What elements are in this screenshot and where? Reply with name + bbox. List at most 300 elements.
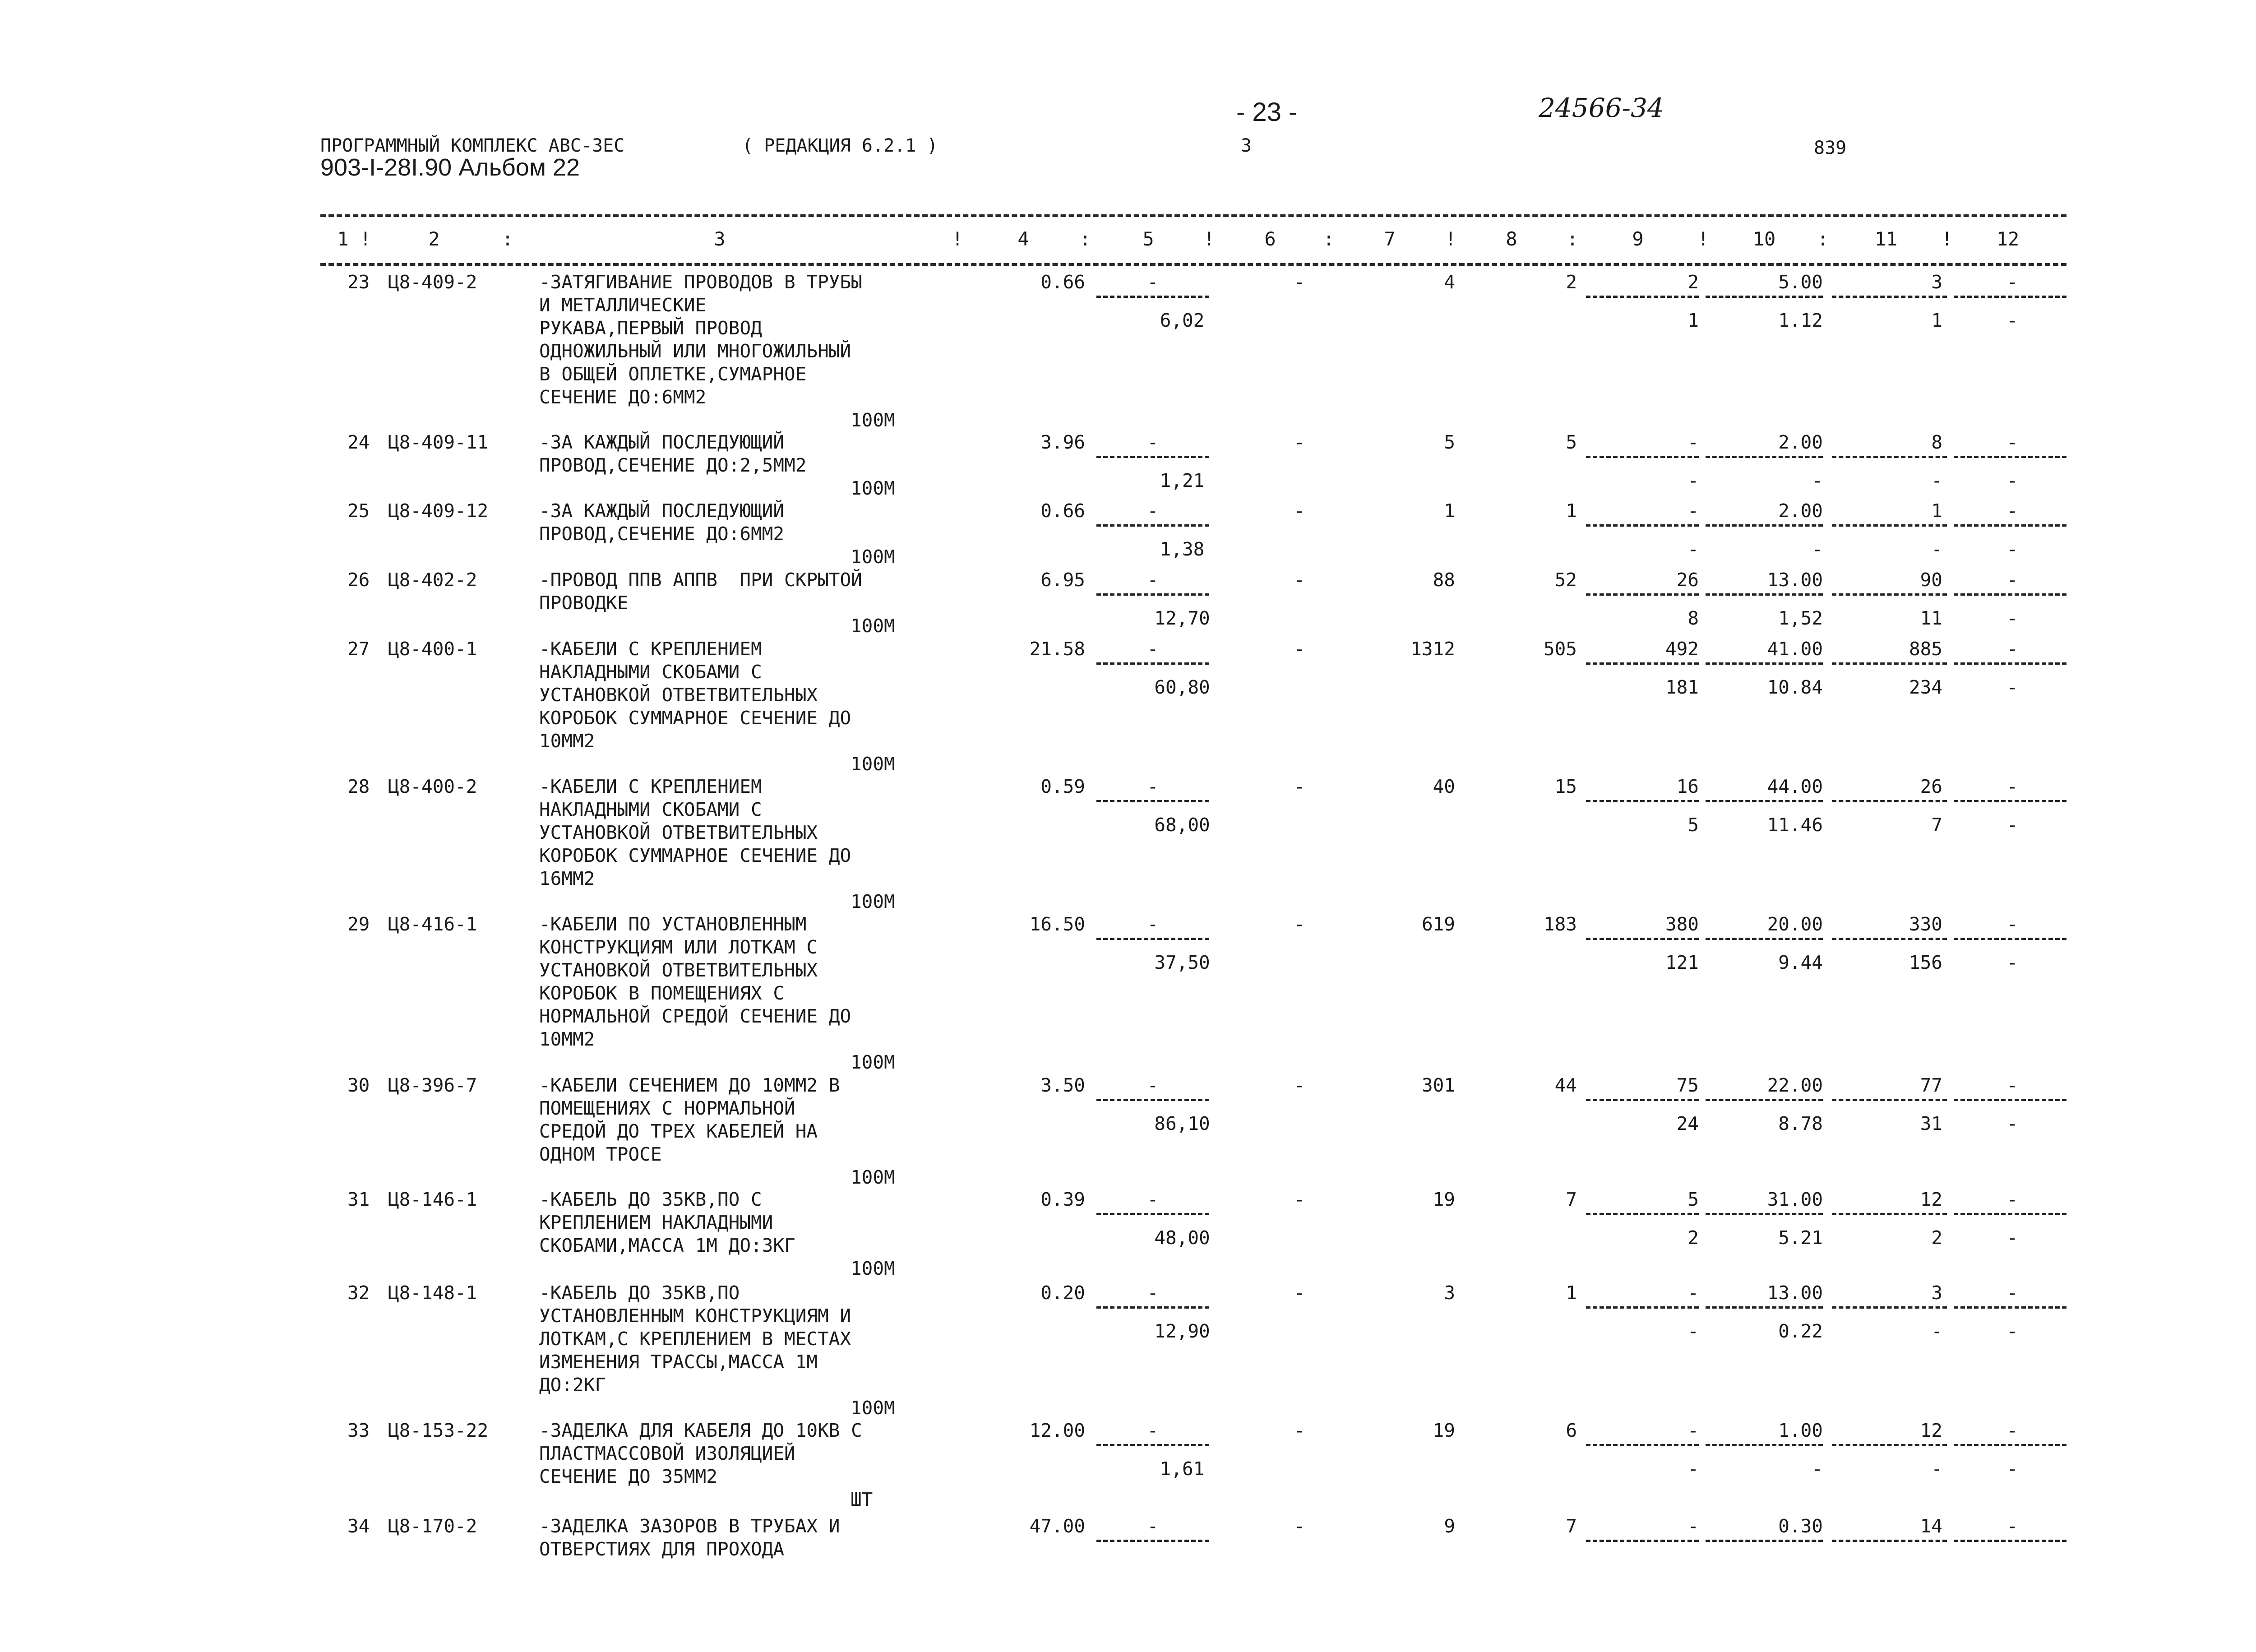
fraction-line <box>1096 1444 1209 1446</box>
col9-top: 5 <box>1687 1189 1699 1210</box>
col9-top: 380 <box>1665 913 1699 935</box>
col6-value: - <box>1294 1420 1305 1441</box>
col4-value: 3.96 <box>1040 431 1085 453</box>
fraction-line <box>1586 938 1699 940</box>
fraction-line <box>1954 1306 2066 1309</box>
col10-top: 44.00 <box>1767 776 1823 797</box>
column-header-4: 4 <box>1017 228 1029 250</box>
col11-top: 3 <box>1931 1282 1942 1304</box>
col6-value: - <box>1294 1282 1305 1304</box>
row-name: -ЗАДЕЛКА ЗАЗОРОВ В ТРУБАХ И ОТВЕРСТИЯХ ДЛЯ ПРОХОДА <box>539 1515 840 1560</box>
row-code: Ц8-409-2 <box>388 271 477 293</box>
fraction-line <box>1096 524 1209 527</box>
col12-bottom: - <box>2006 814 2018 836</box>
column-separator: ! <box>1445 228 1456 250</box>
column-separator: ! <box>952 228 963 250</box>
column-header-6: 6 <box>1264 228 1276 250</box>
col7-value: 40 <box>1433 776 1455 797</box>
fraction-line <box>1706 1306 1823 1309</box>
col12-top: - <box>2006 500 2018 522</box>
col11-bottom: 156 <box>1909 952 1942 973</box>
col7-value: 88 <box>1433 569 1455 591</box>
col9-bottom: 5 <box>1687 814 1699 836</box>
page-number: - 23 - <box>1236 97 1298 127</box>
fraction-line <box>1832 296 1947 298</box>
row-name: -КАБЕЛИ ПО УСТАНОВЛЕННЫМ КОНСТРУКЦИЯМ ИЛИ ЛОТКАМ С УСТАНОВКОЙ ОТВЕТВИТЕЛЬНЫХ КОРОБОК В ПОМЕЩЕНИЯХ С НОРМАЛЬНОЙ СРЕДОЙ СЕЧЕНИЕ ДО 10ММ2 <box>539 913 851 1050</box>
fraction-line <box>1832 1540 1947 1542</box>
small-page-number: 3 <box>1241 135 1252 156</box>
column-separator: : <box>1567 228 1578 250</box>
col5-bottom: 1,38 <box>1160 538 1205 560</box>
col12-top: - <box>2006 776 2018 797</box>
col10-top: 2.00 <box>1778 431 1823 453</box>
fraction-line <box>1586 524 1699 527</box>
row-code: Ц8-396-7 <box>388 1074 477 1096</box>
col5-top: - <box>1147 569 1159 591</box>
col10-bottom: 9.44 <box>1778 952 1823 973</box>
redaction-label: ( РЕДАКЦИЯ 6.2.1 ) <box>742 135 938 156</box>
col9-top: 26 <box>1676 569 1699 591</box>
column-header-10: 10 <box>1752 228 1776 250</box>
column-header-12: 12 <box>1996 228 2020 250</box>
col10-bottom: 0.22 <box>1778 1320 1823 1342</box>
col11-bottom: - <box>1931 470 1942 491</box>
fraction-line <box>1706 1444 1823 1446</box>
col6-value: - <box>1294 1515 1305 1537</box>
col4-value: 12.00 <box>1029 1420 1085 1441</box>
col7-value: 4 <box>1444 271 1455 293</box>
col8-value: 505 <box>1543 638 1577 660</box>
fraction-line <box>1706 800 1823 802</box>
col5-top: - <box>1147 1282 1159 1304</box>
fraction-line <box>1706 456 1823 458</box>
col12-bottom: - <box>2006 1113 2018 1134</box>
row-unit: 100М <box>851 1397 895 1419</box>
col12-bottom: - <box>2006 607 2018 629</box>
col7-value: 1 <box>1444 500 1455 522</box>
col7-value: 1312 <box>1410 638 1455 660</box>
col12-top: - <box>2006 913 2018 935</box>
col10-bottom: 5.21 <box>1778 1227 1823 1249</box>
col12-top: - <box>2006 1189 2018 1210</box>
col8-value: 52 <box>1554 569 1577 591</box>
col12-top: - <box>2006 1420 2018 1441</box>
row-number: 30 <box>347 1074 370 1096</box>
col10-top: 22.00 <box>1767 1074 1823 1096</box>
row-number: 26 <box>347 569 370 591</box>
col8-value: 183 <box>1543 913 1577 935</box>
col5-top: - <box>1147 271 1159 293</box>
col5-bottom: 68,00 <box>1154 814 1210 836</box>
row-unit: ШТ <box>851 1489 873 1510</box>
col7-value: 5 <box>1444 431 1455 453</box>
col10-bottom: 11.46 <box>1767 814 1823 836</box>
row-name: -КАБЕЛЬ ДО 35КВ,ПО УСТАНОВЛЕННЫМ КОНСТРУКЦИЯМ И ЛОТКАМ,С КРЕПЛЕНИЕМ В МЕСТАХ ИЗМЕНЕНИЯ ТРАССЫ,МАССА 1М ДО:2КГ <box>539 1282 851 1396</box>
col11-top: 1 <box>1931 500 1942 522</box>
fraction-line <box>1586 662 1699 665</box>
col8-value: 44 <box>1554 1074 1577 1096</box>
col7-value: 19 <box>1433 1420 1455 1441</box>
row-number: 32 <box>347 1282 370 1304</box>
col6-value: - <box>1294 1189 1305 1210</box>
fraction-line <box>1586 593 1699 596</box>
col9-bottom: 8 <box>1687 607 1699 629</box>
column-header-7: 7 <box>1384 228 1396 250</box>
row-code: Ц8-400-1 <box>388 638 477 660</box>
col5-bottom: 12,70 <box>1154 607 1210 629</box>
fraction-line <box>1954 593 2066 596</box>
col10-top: 1.00 <box>1778 1420 1823 1441</box>
col12-bottom: - <box>2006 470 2018 491</box>
col8-value: 6 <box>1566 1420 1577 1441</box>
col10-bottom: - <box>1812 470 1823 491</box>
column-headers <box>0 228 2256 250</box>
row-name: -КАБЕЛИ СЕЧЕНИЕМ ДО 10ММ2 В ПОМЕЩЕНИЯХ С НОРМАЛЬНОЙ СРЕДОЙ ДО ТРЕХ КАБЕЛЕЙ НА ОДНОМ ТРОСЕ <box>539 1074 840 1165</box>
col8-value: 1 <box>1566 500 1577 522</box>
row-name: -ЗАДЕЛКА ДЛЯ КАБЕЛЯ ДО 10КВ С ПЛАСТМАССОВОЙ ИЗОЛЯЦИЕЙ СЕЧЕНИЕ ДО 35ММ2 <box>539 1420 862 1487</box>
fraction-line <box>1954 524 2066 527</box>
col8-value: 7 <box>1566 1515 1577 1537</box>
col10-top: 41.00 <box>1767 638 1823 660</box>
col11-top: 330 <box>1909 913 1942 935</box>
fraction-line <box>1706 662 1823 665</box>
col10-bottom: - <box>1812 1458 1823 1480</box>
col9-top: 2 <box>1687 271 1699 293</box>
col10-top: 5.00 <box>1778 271 1823 293</box>
fraction-line <box>1586 1213 1699 1215</box>
row-unit: 100М <box>851 546 895 568</box>
col5-top: - <box>1147 1189 1159 1210</box>
col5-top: - <box>1147 431 1159 453</box>
col12-bottom: - <box>2006 1458 2018 1480</box>
col10-bottom: 8.78 <box>1778 1113 1823 1134</box>
fraction-line <box>1586 1306 1699 1309</box>
col4-value: 0.66 <box>1040 500 1085 522</box>
fraction-line <box>1096 938 1209 940</box>
col5-bottom: 48,00 <box>1154 1227 1210 1249</box>
col9-bottom: 24 <box>1676 1113 1699 1134</box>
column-header-9: 9 <box>1632 228 1644 250</box>
row-name: -ПРОВОД ППВ АППВ ПРИ СКРЫТОЙ ПРОВОДКЕ <box>539 569 862 614</box>
col12-bottom: - <box>2006 538 2018 560</box>
row-number: 24 <box>347 431 370 453</box>
col6-value: - <box>1294 271 1305 293</box>
col11-bottom: - <box>1931 1320 1942 1342</box>
fraction-line <box>1954 1099 2066 1101</box>
col4-value: 3.50 <box>1040 1074 1085 1096</box>
fraction-line <box>1586 800 1699 802</box>
fraction-line <box>1954 938 2066 940</box>
fraction-line <box>1096 1306 1209 1309</box>
col12-top: - <box>2006 431 2018 453</box>
col5-top: - <box>1147 1074 1159 1096</box>
fraction-line <box>1586 456 1699 458</box>
col11-bottom: 11 <box>1920 607 1942 629</box>
col9-top: - <box>1687 500 1699 522</box>
col9-bottom: 121 <box>1665 952 1699 973</box>
col7-value: 19 <box>1433 1189 1455 1210</box>
fraction-line <box>1096 1540 1209 1542</box>
col10-bottom: 1.12 <box>1778 310 1823 331</box>
col5-top: - <box>1147 1420 1159 1441</box>
col5-bottom: 1,61 <box>1160 1458 1205 1480</box>
col7-value: 301 <box>1421 1074 1455 1096</box>
col7-value: 9 <box>1444 1515 1455 1537</box>
fraction-line <box>1954 1213 2066 1215</box>
col11-bottom: - <box>1931 538 1942 560</box>
row-unit: 100М <box>851 753 895 775</box>
col11-top: 77 <box>1920 1074 1942 1096</box>
column-separator: : <box>1323 228 1335 250</box>
col9-top: - <box>1687 1515 1699 1537</box>
column-header-11: 11 <box>1874 228 1898 250</box>
col9-bottom: - <box>1687 1458 1699 1480</box>
row-unit: 100М <box>851 409 895 431</box>
col5-bottom: 37,50 <box>1154 952 1210 973</box>
fraction-line <box>1954 456 2066 458</box>
fraction-line <box>1954 296 2066 298</box>
col10-top: 13.00 <box>1767 569 1823 591</box>
sheet-number: 839 <box>1814 138 1847 158</box>
col8-value: 1 <box>1566 1282 1577 1304</box>
fraction-line <box>1832 800 1947 802</box>
col5-bottom: 6,02 <box>1160 310 1205 331</box>
col12-top: - <box>2006 1515 2018 1537</box>
col9-top: 16 <box>1676 776 1699 797</box>
column-separator: : <box>1817 228 1829 250</box>
fraction-line <box>1586 296 1699 298</box>
fraction-line <box>1832 1213 1947 1215</box>
row-number: 33 <box>347 1420 370 1441</box>
col5-top: - <box>1147 776 1159 797</box>
fraction-line <box>1706 593 1823 596</box>
col12-bottom: - <box>2006 310 2018 331</box>
col11-top: 3 <box>1931 271 1942 293</box>
col5-bottom: 12,90 <box>1154 1320 1210 1342</box>
column-header-1: 1 <box>337 228 349 250</box>
col9-bottom: - <box>1687 1320 1699 1342</box>
row-number: 34 <box>347 1515 370 1537</box>
fraction-line <box>1586 1540 1699 1542</box>
fraction-line <box>1706 1540 1823 1542</box>
column-separator: ! <box>360 228 371 250</box>
column-header-8: 8 <box>1506 228 1517 250</box>
fraction-line <box>1096 456 1209 458</box>
col11-top: 26 <box>1920 776 1942 797</box>
col8-value: 2 <box>1566 271 1577 293</box>
col11-top: 12 <box>1920 1420 1942 1441</box>
fraction-line <box>1832 938 1947 940</box>
row-name: -ЗАТЯГИВАНИЕ ПРОВОДОВ В ТРУБЫ И МЕТАЛЛИЧЕСКИЕ РУКАВА,ПЕРВЫЙ ПРОВОД ОДНОЖИЛЬНЫЙ ИЛИ МНОГОЖИЛЬНЫЙ В ОБЩЕЙ ОПЛЕТКЕ,СУМАРНОЕ СЕЧЕНИЕ ДО:6ММ2 <box>539 271 862 408</box>
col9-top: 492 <box>1665 638 1699 660</box>
row-code: Ц8-409-12 <box>388 500 489 522</box>
row-number: 31 <box>347 1189 370 1210</box>
fraction-line <box>1832 662 1947 665</box>
col10-top: 13.00 <box>1767 1282 1823 1304</box>
fraction-line <box>1832 456 1947 458</box>
handwritten-number: 24566-34 <box>1539 93 1664 123</box>
row-unit: 100М <box>851 477 895 499</box>
column-separator: ! <box>1697 228 1709 250</box>
row-code: Ц8-146-1 <box>388 1189 477 1210</box>
row-unit: 100М <box>851 1051 895 1073</box>
fraction-line <box>1096 593 1209 596</box>
fraction-line <box>1096 800 1209 802</box>
row-unit: 100М <box>851 891 895 912</box>
column-header-2: 2 <box>428 228 440 250</box>
col10-top: 20.00 <box>1767 913 1823 935</box>
fraction-line <box>1832 1444 1947 1446</box>
row-unit: 100М <box>851 1166 895 1188</box>
fraction-line <box>1706 1099 1823 1101</box>
col12-bottom: - <box>2006 952 2018 973</box>
row-code: Ц8-148-1 <box>388 1282 477 1304</box>
row-code: Ц8-170-2 <box>388 1515 477 1537</box>
column-header-5: 5 <box>1142 228 1154 250</box>
col5-top: - <box>1147 1515 1159 1537</box>
fraction-line <box>1096 1099 1209 1101</box>
col12-top: - <box>2006 1074 2018 1096</box>
col11-top: 12 <box>1920 1189 1942 1210</box>
fraction-line <box>1706 1213 1823 1215</box>
col11-top: 90 <box>1920 569 1942 591</box>
fraction-line <box>1954 800 2066 802</box>
col8-value: 7 <box>1566 1189 1577 1210</box>
col7-value: 3 <box>1444 1282 1455 1304</box>
row-number: 23 <box>347 271 370 293</box>
col6-value: - <box>1294 431 1305 453</box>
col12-top: - <box>2006 1282 2018 1304</box>
col4-value: 16.50 <box>1029 913 1085 935</box>
col4-value: 0.20 <box>1040 1282 1085 1304</box>
col9-bottom: - <box>1687 470 1699 491</box>
fraction-line <box>1706 524 1823 527</box>
col10-bottom: 10.84 <box>1767 676 1823 698</box>
col11-bottom: 7 <box>1931 814 1942 836</box>
row-code: Ц8-416-1 <box>388 913 477 935</box>
row-unit: 100М <box>851 615 895 637</box>
row-code: Ц8-400-2 <box>388 776 477 797</box>
row-name: -КАБЕЛИ С КРЕПЛЕНИЕМ НАКЛАДНЫМИ СКОБАМИ С УСТАНОВКОЙ ОТВЕТВИТЕЛЬНЫХ КОРОБОК СУММАРНОЕ СЕЧЕНИЕ ДО 10ММ2 <box>539 638 851 752</box>
col4-value: 21.58 <box>1029 638 1085 660</box>
row-number: 28 <box>347 776 370 797</box>
fraction-line <box>1954 662 2066 665</box>
fraction-line <box>1706 296 1823 298</box>
fraction-line <box>1954 1444 2066 1446</box>
col10-top: 31.00 <box>1767 1189 1823 1210</box>
fraction-line <box>1954 1540 2066 1542</box>
fraction-line <box>1586 1099 1699 1101</box>
col10-bottom: 1,52 <box>1778 607 1823 629</box>
col10-top: 2.00 <box>1778 500 1823 522</box>
program-title: ПРОГРАММНЫЙ КОМПЛЕКС АВС-3ЕС <box>320 135 625 156</box>
col12-top: - <box>2006 271 2018 293</box>
fraction-line <box>1832 1099 1947 1101</box>
col6-value: - <box>1294 500 1305 522</box>
col9-top: 75 <box>1676 1074 1699 1096</box>
row-number: 25 <box>347 500 370 522</box>
col11-top: 14 <box>1920 1515 1942 1537</box>
col12-top: - <box>2006 638 2018 660</box>
col12-bottom: - <box>2006 1320 2018 1342</box>
row-name: -КАБЕЛИ С КРЕПЛЕНИЕМ НАКЛАДНЫМИ СКОБАМИ С УСТАНОВКОЙ ОТВЕТВИТЕЛЬНЫХ КОРОБОК СУММАРНОЕ СЕЧЕНИЕ ДО 16ММ2 <box>539 776 851 889</box>
col9-top: - <box>1687 1420 1699 1441</box>
fraction-line <box>1832 593 1947 596</box>
col11-bottom: 234 <box>1909 676 1942 698</box>
col9-top: - <box>1687 431 1699 453</box>
col6-value: - <box>1294 638 1305 660</box>
col11-bottom: 1 <box>1931 310 1942 331</box>
col6-value: - <box>1294 913 1305 935</box>
column-separator: : <box>502 228 513 250</box>
fraction-line <box>1096 296 1209 298</box>
col11-bottom: - <box>1931 1458 1942 1480</box>
col5-top: - <box>1147 913 1159 935</box>
col4-value: 0.59 <box>1040 776 1085 797</box>
col11-top: 8 <box>1931 431 1942 453</box>
fraction-line <box>1586 1444 1699 1446</box>
column-separator: ! <box>1941 228 1953 250</box>
header-rule-bottom <box>320 263 2066 266</box>
col9-top: - <box>1687 1282 1699 1304</box>
col10-bottom: - <box>1812 538 1823 560</box>
col11-top: 885 <box>1909 638 1942 660</box>
fraction-line <box>1832 1306 1947 1309</box>
row-name: -КАБЕЛЬ ДО 35КВ,ПО С КРЕПЛЕНИЕМ НАКЛАДНЫМИ СКОБАМИ,МАССА 1М ДО:3КГ <box>539 1189 795 1256</box>
row-code: Ц8-409-11 <box>388 431 489 453</box>
col8-value: 15 <box>1554 776 1577 797</box>
col9-bottom: 2 <box>1687 1227 1699 1249</box>
fraction-line <box>1096 662 1209 665</box>
col5-bottom: 60,80 <box>1154 676 1210 698</box>
col12-bottom: - <box>2006 676 2018 698</box>
col5-top: - <box>1147 500 1159 522</box>
row-name: -ЗА КАЖДЫЙ ПОСЛЕДУЮЩИЙ ПРОВОД,СЕЧЕНИЕ ДО:6ММ2 <box>539 500 785 545</box>
row-name: -ЗА КАЖДЫЙ ПОСЛЕДУЮЩИЙ ПРОВОД,СЕЧЕНИЕ ДО:2,5ММ2 <box>539 431 807 476</box>
column-separator: ! <box>1203 228 1215 250</box>
col4-value: 6.95 <box>1040 569 1085 591</box>
column-header-3: 3 <box>714 228 726 250</box>
col6-value: - <box>1294 776 1305 797</box>
col11-bottom: 2 <box>1931 1227 1942 1249</box>
column-separator: : <box>1079 228 1091 250</box>
album-label: 903-I-28I.90 Альбом 22 <box>320 154 580 181</box>
col4-value: 47.00 <box>1029 1515 1085 1537</box>
row-number: 29 <box>347 913 370 935</box>
col5-bottom: 1,21 <box>1160 470 1205 491</box>
col6-value: - <box>1294 569 1305 591</box>
col10-top: 0.30 <box>1778 1515 1823 1537</box>
col6-value: - <box>1294 1074 1305 1096</box>
col5-bottom: 86,10 <box>1154 1113 1210 1134</box>
col9-bottom: 181 <box>1665 676 1699 698</box>
col12-top: - <box>2006 569 2018 591</box>
row-code: Ц8-153-22 <box>388 1420 489 1441</box>
col7-value: 619 <box>1421 913 1455 935</box>
col11-bottom: 31 <box>1920 1113 1942 1134</box>
col9-bottom: 1 <box>1687 310 1699 331</box>
row-code: Ц8-402-2 <box>388 569 477 591</box>
col12-bottom: - <box>2006 1227 2018 1249</box>
fraction-line <box>1832 524 1947 527</box>
col9-bottom: - <box>1687 538 1699 560</box>
fraction-line <box>1096 1213 1209 1215</box>
col8-value: 5 <box>1566 431 1577 453</box>
fraction-line <box>1706 938 1823 940</box>
col5-top: - <box>1147 638 1159 660</box>
header-rule-top <box>320 214 2066 217</box>
row-unit: 100М <box>851 1258 895 1279</box>
